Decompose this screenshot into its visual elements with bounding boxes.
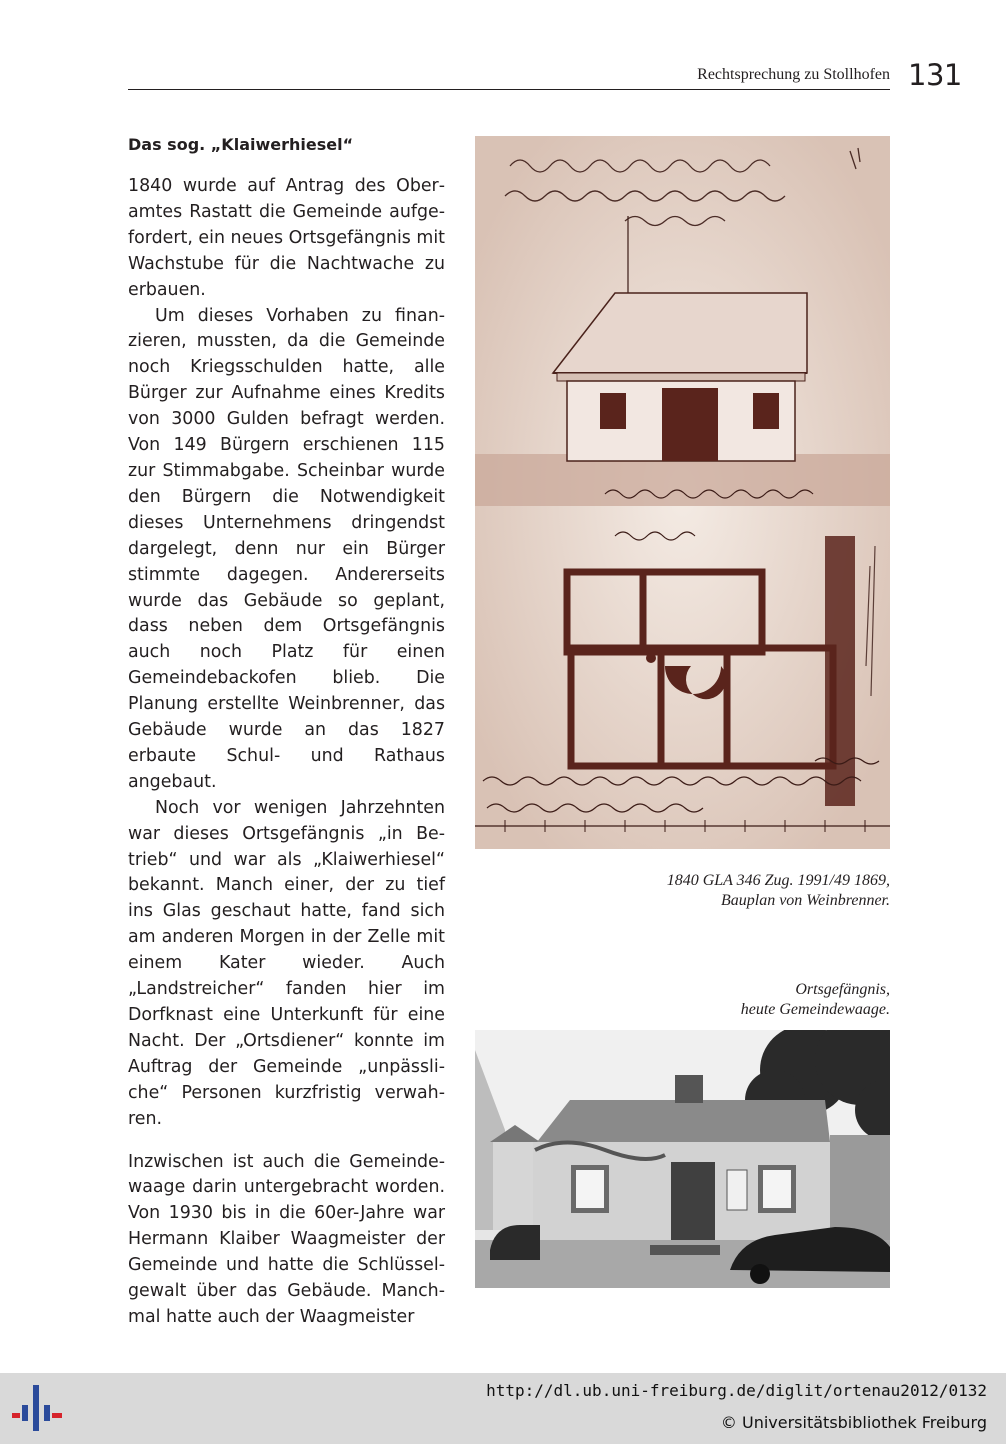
plan-caption-line-2: Bauplan von Weinbrenner. bbox=[720, 892, 890, 909]
plan-caption-line-1: 1840 GLA 346 Zug. 1991/49 1869, bbox=[666, 872, 890, 889]
footer-copyright: © Universitätsbibliothek Freiburg bbox=[720, 1413, 987, 1432]
photo-caption-line-1: Ortsgefängnis, bbox=[795, 981, 890, 998]
building-photo-drawing bbox=[475, 1030, 890, 1288]
paragraph-2: Um dieses Vorhaben zu finanzieren, mussten, da die Gemeinde noch Kriegsschulden hatte, alle Bürger zur Aufnahme eines Kredits von 3000 Gulden befragt werden. Von 149 Bürgern erschienen 115 zur Stimmabgabe. Scheinbar wurde den Bürgern die Notwendigkeit dieses Unternehmens dringendst dargelegt, denn nur ein Bürger stimmte dagegen. Andererseits wurde das Gebäude so geplant, dass neben dem Ortsgefängnis auch noch Platz für einen Gemeindebackofen blieb. Die Planung erstellte Weinbrenner, das Gebäude wurde an das 1827 erbaute Schul- und Rathaus angebaut. bbox=[128, 305, 445, 792]
paragraph-4: Inzwischen ist auch die Gemeindewaage darin untergebracht worden. Von 1930 bis in die 60er-Jahre war Hermann Klaiber Waagmeister der Gemeinde und hatte die Schlüsselgewalt über das Gebäude. Manchmal hatte auch der Waagmeister bbox=[128, 1151, 445, 1327]
photo-caption bbox=[475, 980, 890, 1020]
plan-caption bbox=[475, 871, 890, 911]
footer-url-link[interactable]: http://dl.ub.uni-freiburg.de/diglit/ortenau2012/0132 bbox=[486, 1381, 987, 1400]
library-logo-icon bbox=[12, 1383, 64, 1433]
header-rule bbox=[128, 89, 890, 90]
paragraph-3: Noch vor wenigen Jahrzehnten war dieses Ortsgefängnis „in Betrieb“ und war als „Klaiwerhiesel“ bekannt. Manch einer, der zu tief ins Glas geschaut hatte, fand sich am anderen Morgen in der Zelle mit einem Kater wieder. Auch „Landstreicher“ fanden hier im Dorfknast eine Unterkunft für eine Nacht. Der „Ortsdiener“ konnte im Auftrag der Gemeinde „unpässliche“ Personen kurzfristig verwahren. bbox=[128, 797, 445, 1129]
photo-caption-line-2: heute Gemeindewaage. bbox=[740, 1001, 890, 1018]
section-heading: Das sog. „Klaiwerhiesel“ bbox=[128, 135, 354, 154]
paragraph-1: 1840 wurde auf Antrag des Oberamtes Rastatt die Gemeinde aufgefordert, ein neues Ortsgefängnis mit Wachstube für die Nachtwache zu erbauen. bbox=[128, 176, 445, 300]
running-head: Rechtsprechung zu Stollhofen bbox=[697, 66, 890, 83]
page-number: 131 bbox=[908, 58, 962, 92]
building-plan-image bbox=[475, 136, 890, 849]
building-photo-image bbox=[475, 1030, 890, 1288]
building-plan-drawing bbox=[475, 136, 890, 849]
article-column bbox=[128, 132, 445, 1331]
footer-bar bbox=[0, 1373, 1006, 1444]
